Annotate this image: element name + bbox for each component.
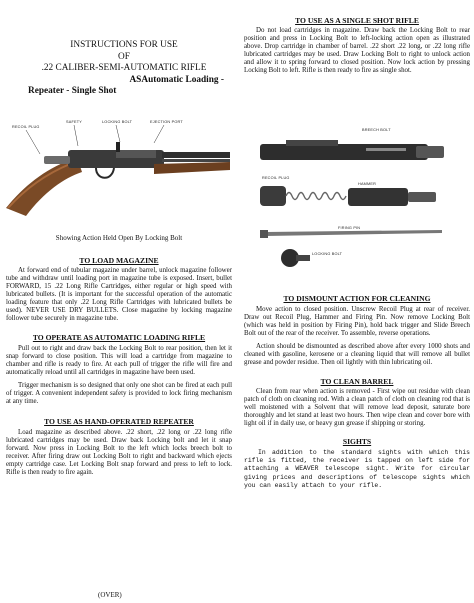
- parts-photo: [246, 124, 468, 276]
- right-column-top: [244, 16, 470, 75]
- label-safety: SAFETY: [66, 120, 82, 124]
- text-load-magazine: At forward end of tubular magazine under barrel, unlock magazine follower tube and withdraw until loading port in magazine tube is exposed. Insert, bullet FORWARD, 15 .22 Long Rifle Cartridges, either regular or high speed with lubricated bullets. (It is important for the successful operation of the automatic loading feature that only .22 Long Rifle Cartridges with lubricated bullets be used). NEVER USE DRY BULLETS. Close magazine by locking magazine follower tube securely in magazine tube.: [6, 267, 232, 322]
- right-column-bottom: [244, 294, 470, 490]
- label-firing-pin: FIRING PIN: [338, 226, 361, 230]
- rifle-photo: [4, 116, 230, 226]
- heading-dismount: TO DISMOUNT ACTION FOR CLEANING: [283, 294, 431, 303]
- text-dismount-cleaning: Action should be dismounted as described above after every 1000 shots and cleaned with gasoline, kerosene or a cleaning liquid that will remove all bullet grease and powder residue. Then oil lightly with thin lubricating oil.: [244, 343, 470, 366]
- label-locking-bolt: LOCKING BOLT: [102, 120, 133, 124]
- label-hammer: HAMMER: [358, 182, 377, 186]
- rifle-illustration: [4, 116, 230, 226]
- text-sights: In addition to the standard sights with which this rifle is fitted, the receiver is tapped on left side for attaching a WEAVER telescope sight. Write for circular giving prices and descriptions of telescope sights which you can easily attach to your rifle.: [244, 449, 470, 489]
- heading-hand-operated: TO USE AS HAND-OPERATED REPEATER: [44, 417, 194, 426]
- heading-single-shot: TO USE AS A SINGLE SHOT RIFLE: [295, 16, 419, 25]
- heading-sights: SIGHTS: [342, 437, 372, 446]
- over-note: (OVER): [98, 591, 122, 599]
- parts-illustration: [246, 124, 468, 276]
- text-clean-barrel: Clean from rear when action is removed - First wipe out residue with clean patch of cloth on cleaning rod. With a clean patch of cloth on cleaning rod that is well moistened with a Solvent that will remove lead deposit, saturate bore thoroughly and let stand at least two hours. Then wipe clean and cover bore with light oil if in daily use, or heavy gun grease if shipping or storing.: [244, 388, 470, 427]
- text-trigger-mechanism: Trigger mechanism is so designed that only one shot can be fired at each pull of trigger. A convenient independent safety is provided to lock firing mechanism at any time.: [6, 382, 232, 405]
- title-line-4: Repeater - Single Shot: [28, 86, 117, 96]
- title-line-1: INSTRUCTIONS FOR USE: [70, 40, 178, 50]
- left-column: [6, 256, 232, 477]
- rifle-photo-caption: Showing Action Held Open By Locking Bolt: [55, 234, 183, 242]
- text-single-shot: Do not load cartridges in magazine. Draw back the Locking Bolt to rear position and press in Locking Bolt to left-locking action open as illustrated above. Drop cartridge in chamber of barrel. .22 short .22 long, or .22 long rifle lubricated cartridges may be used. Draw Locking Bolt to right to unlock action and allow it to spring forward to closed position. Now lock action by pressing Locking Bolt to left. Rifle is then ready to fire as single shot.: [244, 27, 470, 74]
- title-line-3b: ASAutomatic Loading -: [129, 74, 224, 85]
- text-dismount: Move action to closed position. Unscrew Recoil Plug at rear of receiver. Draw out Recoil Plug, Hammer and Firing Pin. Now remove Locking Bolt (which was held in position by Firing Pin), hold back trigger and Slide Breech Bolt out of the rear of the receiver. To assemble, reverse operations.: [244, 306, 470, 337]
- label-breech-bolt: BREECH BOLT: [362, 128, 391, 132]
- label-recoil-plug-parts: RECOIL PLUG: [262, 176, 290, 180]
- heading-clean-barrel: TO CLEAN BARREL: [320, 377, 394, 386]
- label-locking-bolt-parts: LOCKING BOLT: [312, 252, 343, 256]
- title-line-2: OF: [118, 51, 130, 62]
- title-line-3: .22 CALIBER-SEMI-AUTOMATIC RIFLE: [41, 63, 207, 73]
- label-recoil-plug: RECOIL PLUG: [12, 125, 40, 129]
- label-ejection-port: EJECTION PORT: [150, 120, 183, 124]
- heading-automatic-loading: TO OPERATE AS AUTOMATIC LOADING RIFLE: [32, 333, 206, 342]
- text-hand-operated: Load magazine as described above. .22 short, .22 long or .22 long rifle lubricated cartridges may be used. Draw back Locking bolt and let it snap forward. Now press in Locking Bolt to the left which locks breech bolt to receiver. After firing draw out Locking Bolt to right and backward which ejects empty cartridge case. Let Locking Bolt snap forward and press to left to lock. Rifle is then ready to fire again.: [6, 429, 232, 476]
- document-title: [24, 40, 224, 98]
- text-automatic-loading: Pull out to right and draw back the Locking Bolt to rear position, then let it snap forward to close position. This will load a cartridge from magazine to chamber and rifle is ready to fire. At each pull of trigger the rifle will fire and automatically reload until all cartridges in magazine have been used.: [6, 345, 232, 376]
- heading-load-magazine: TO LOAD MAGAZINE: [79, 256, 159, 265]
